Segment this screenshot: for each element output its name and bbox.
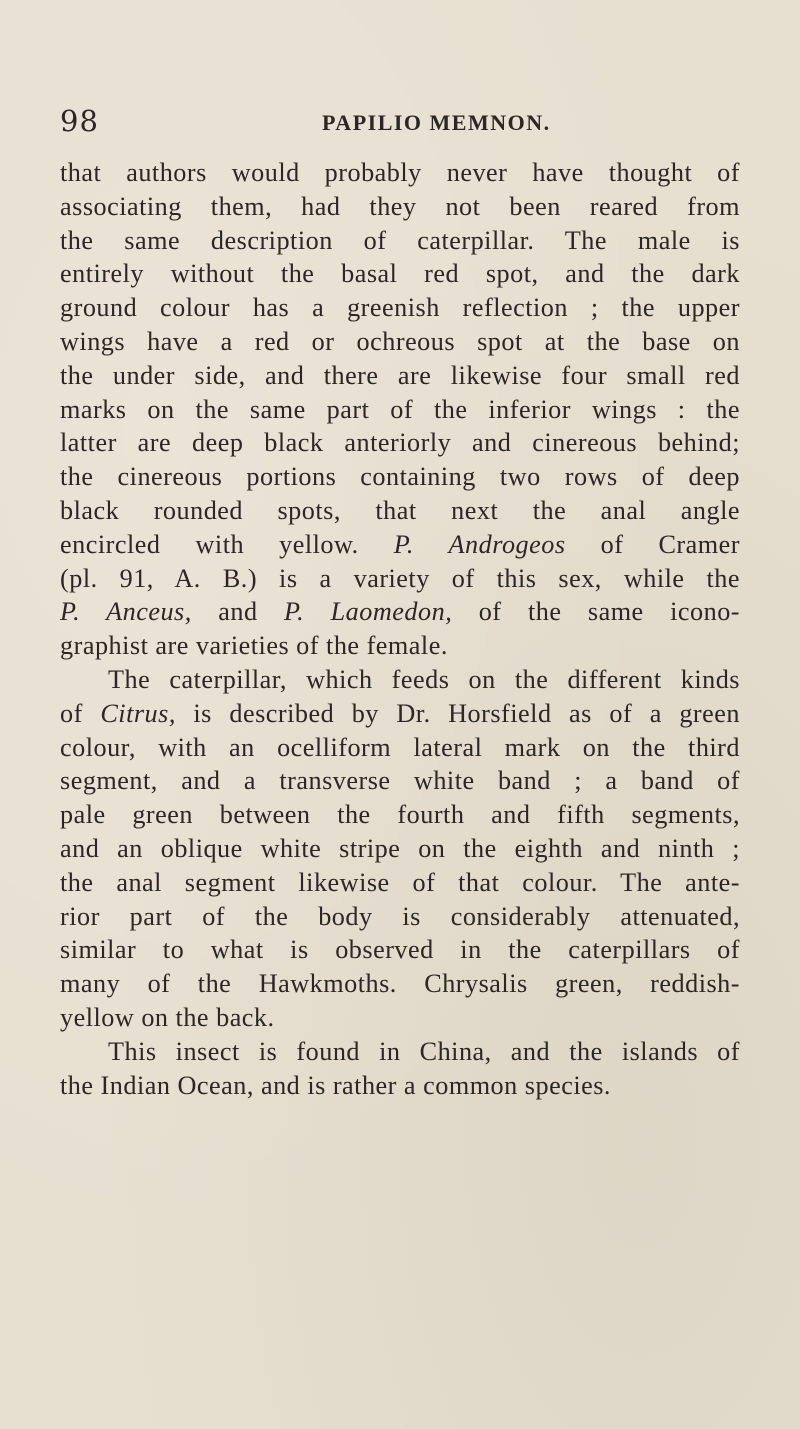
text-segment: black rounded spots, that next the anal angle: [60, 495, 740, 525]
text-segment: the same description of caterpillar. The male is: [60, 225, 740, 255]
text-line: [60, 1035, 740, 1069]
italic-text: Citrus,: [100, 698, 176, 728]
text-line: [60, 900, 740, 934]
text-line: [60, 156, 740, 190]
text-segment: of: [60, 698, 101, 728]
text-line: [60, 291, 740, 325]
text-line: [60, 359, 740, 393]
paragraph: [60, 156, 740, 663]
text-line: [60, 697, 740, 731]
text-segment: entirely without the basal red spot, and the dark: [60, 259, 740, 289]
text-segment: and an oblique white stripe on the eighth and ninth ;: [60, 833, 740, 863]
page-header: [60, 104, 740, 144]
text-line: [60, 663, 740, 697]
text-line: [60, 1001, 740, 1035]
text-segment: segment, and a transverse white band ; a band of: [60, 766, 740, 796]
text-line: [60, 494, 740, 528]
text-line: [60, 629, 740, 663]
text-segment: encircled with yellow.: [60, 529, 394, 559]
text-line: [60, 224, 740, 258]
text-segment: (pl. 91, A. B.) is a variety of this sex, while the: [60, 563, 740, 593]
text-segment: colour, with an ocelliform lateral mark on the third: [60, 732, 740, 762]
running-head: PAPILIO MEMNON.: [322, 110, 551, 135]
text-line: [60, 731, 740, 765]
text-segment: of Cramer: [565, 529, 740, 559]
text-line: [60, 933, 740, 967]
text-segment: wings have a red or ochreous spot at the base on: [60, 326, 740, 356]
text-segment: that authors would probably never have thought of: [60, 158, 740, 187]
paragraph: [60, 663, 740, 1035]
italic-text: P. Androgeos: [393, 529, 566, 559]
body-text: [60, 156, 740, 1102]
text-segment: is described by Dr. Horsfield as of a green: [175, 698, 740, 728]
text-segment: associating them, had they not been reared from: [60, 191, 740, 221]
text-segment: and: [191, 597, 285, 627]
italic-text: P. Laomedon,: [284, 597, 453, 627]
text-segment: pale green between the fourth and fifth segments,: [60, 800, 740, 830]
text-line: [60, 967, 740, 1001]
text-segment: yellow on the back.: [60, 1002, 275, 1032]
text-line: [60, 190, 740, 224]
text-segment: the Indian Ocean, and is rather a common species.: [60, 1070, 611, 1100]
text-line: [60, 393, 740, 427]
text-line: [60, 1069, 740, 1103]
text-segment: the under side, and there are likewise four small red: [60, 360, 740, 390]
text-line: [60, 866, 740, 900]
text-segment: many of the Hawkmoths. Chrysalis green, reddish-: [60, 969, 740, 999]
text-segment: the anal segment likewise of that colour. The ante-: [60, 867, 740, 897]
text-segment: similar to what is observed in the caterpillars of: [60, 935, 740, 965]
text-segment: ground colour has a greenish reflection ; the upper: [60, 293, 740, 323]
text-line: [60, 595, 740, 629]
paragraph: [60, 1035, 740, 1103]
text-line: [60, 562, 740, 596]
text-line: [60, 528, 740, 562]
text-segment: graphist are varieties of the female.: [60, 631, 448, 661]
text-segment: the cinereous portions containing two rows of deep: [60, 462, 740, 492]
text-line: [60, 257, 740, 291]
text-line: [60, 764, 740, 798]
text-segment: This insect is found in China, and the islands of: [108, 1036, 740, 1066]
text-line: [60, 832, 740, 866]
text-segment: latter are deep black anteriorly and cinereous behind;: [60, 428, 740, 458]
text-line: [60, 325, 740, 359]
text-line: [60, 426, 740, 460]
page-number: 98: [60, 104, 99, 138]
text-segment: of the same icono-: [452, 597, 741, 627]
text-line: [60, 460, 740, 494]
text-segment: rior part of the body is considerably attenuated,: [60, 901, 740, 931]
text-line: [60, 798, 740, 832]
italic-text: P. Anceus,: [60, 597, 192, 627]
text-segment: The caterpillar, which feeds on the different kinds: [108, 664, 740, 694]
text-segment: marks on the same part of the inferior wings : the: [60, 394, 740, 424]
